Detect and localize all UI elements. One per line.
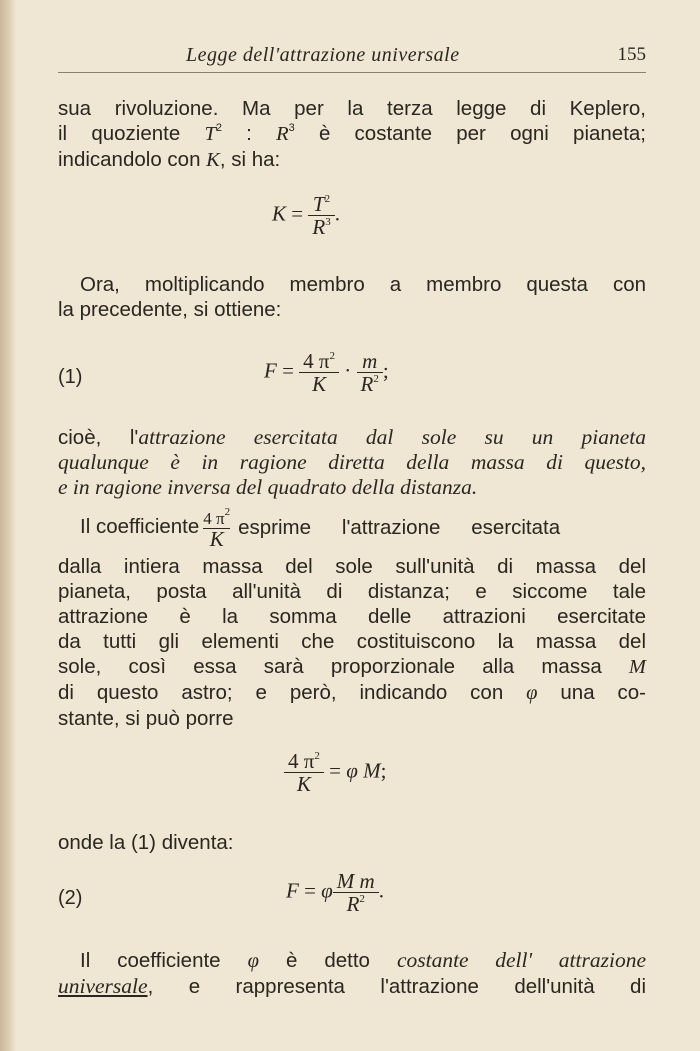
text-line: onde la (1) diventa: — [58, 831, 234, 854]
equation-number-2: (2) — [58, 887, 83, 909]
text-line: Il coefficiente $\frac{4 \pi^2}{K}$ esprime l'attrazione esercitata — [80, 506, 561, 551]
fraction: $\frac{\text{M m}}{R^2}$ — [333, 870, 379, 915]
text-line: indicandolo con K, si ha: — [58, 148, 281, 171]
paragraph-1 — [58, 96, 646, 173]
text-line: pianeta, posta all'unità di distanza; e siccome tale — [58, 580, 646, 603]
fraction: $\frac{4 \pi^2}{K}$ — [284, 750, 324, 795]
fraction: $\frac{T^2}{R^3}$ — [308, 193, 334, 238]
text-line: sole, così essa sarà proporzionale alla massa M — [58, 655, 646, 678]
equation-phi: $\frac{4 \pi^2}{K}$ = φ M; — [284, 750, 386, 795]
text-line: di questo astro; e però, indicando con φ una co- — [58, 681, 646, 704]
inline-fraction: $\frac{4 \pi^2}{K}$ — [203, 506, 231, 551]
text-line: qualunque è in ragione diretta della massa di questo, — [58, 450, 646, 474]
equation-kepler: K = $\frac{T^2}{R^3}$ . — [272, 192, 340, 239]
equation-2: F = φ $\frac{\text{M m}}{R^2}$ . — [286, 869, 384, 916]
equation-1: F = $\frac{4 \pi^2}{K}$ · $\frac{m}{R^2}$ ; — [264, 349, 389, 396]
text-line: Ora, moltiplicando membro a membro questa con — [80, 273, 646, 296]
page-header — [58, 42, 646, 73]
text-line: cioè, l'attrazione esercitata dal sole su un pianeta — [58, 425, 646, 449]
paragraph-5 — [58, 830, 646, 855]
text-line: e in ragione inversa del quadrato della distanza. — [58, 475, 478, 499]
text-line: sua rivoluzione. Ma per la terza legge di Keplero, — [58, 97, 646, 120]
paragraph-3 — [58, 425, 646, 500]
text-line: attrazione è la somma delle attrazioni esercitate — [58, 605, 646, 628]
running-title: Legge dell'attrazione universale — [186, 44, 460, 66]
text-line: universale, e rappresenta l'attrazione dell'unità di — [58, 974, 646, 998]
equation-number-1: (1) — [58, 366, 83, 388]
fraction: $\frac{4 \pi^2}{K}$ — [299, 350, 339, 395]
text-line: stante, si può porre — [58, 707, 234, 730]
text-line: Il coefficiente φ è detto costante dell' attrazione — [80, 948, 646, 972]
paragraph-6 — [58, 948, 646, 999]
text-line: dalla intiera massa del sole sull'unità di massa del — [58, 555, 646, 578]
paragraph-2 — [58, 272, 646, 322]
paragraph-4-body — [58, 554, 646, 731]
book-spine-shadow — [0, 0, 16, 1051]
page-number: 155 — [617, 44, 646, 65]
fraction: $\frac{m}{R^2}$ — [357, 350, 383, 395]
text-line: la precedente, si ottiene: — [58, 298, 282, 321]
paragraph-4 — [58, 506, 646, 551]
text-line: da tutti gli elementi che costituiscono la massa del — [58, 630, 646, 653]
text-line: il quoziente $T^2$ : $R^3$ è costante per ogni pianeta; — [58, 122, 646, 145]
